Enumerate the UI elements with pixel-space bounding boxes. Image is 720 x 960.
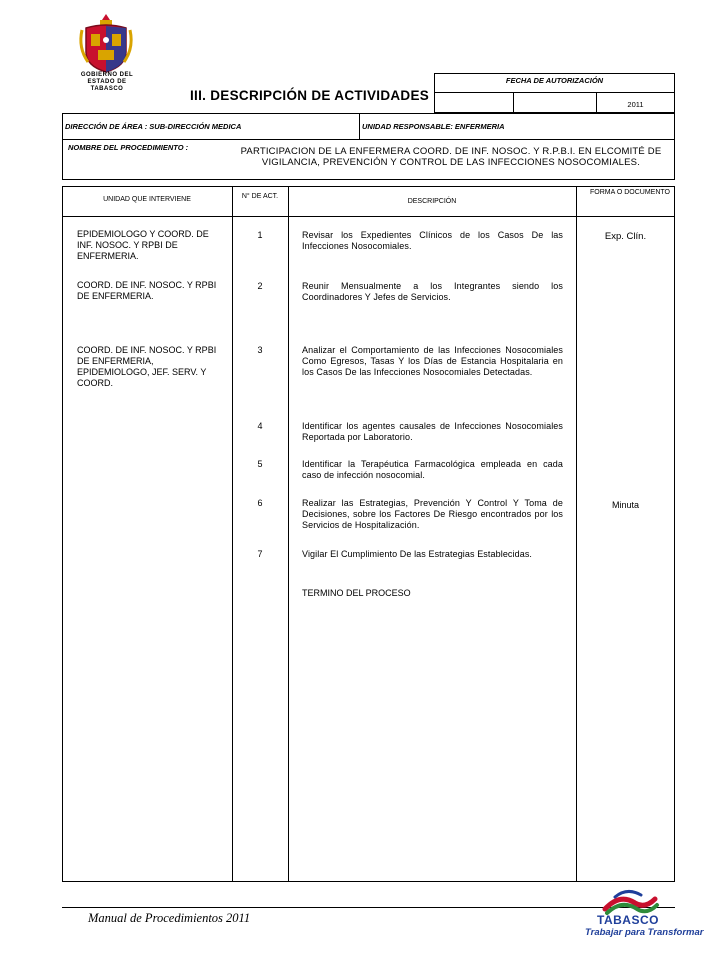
direccion-area: DIRECCIÓN DE ÁREA : SUB-DIRECCIÓN MEDICA: [65, 122, 242, 131]
fecha-divider-v1: [513, 92, 514, 113]
procedimiento-label: NOMBRE DEL PROCEDIMIENTO :: [68, 143, 189, 152]
fecha-label: FECHA DE AUTORIZACIÓN: [505, 76, 604, 85]
procedimiento-value: PARTICIPACION DE LA ENFERMERA COORD. DE INF. NOSOC. Y R.P.B.I. EN ELCOMITÉ DE VIGILANCIA, PREVENCIÓN Y CONTROL DE LAS INFECCIONES NOSOCOMIALES.: [240, 146, 662, 168]
section-title: III. DESCRIPCIÓN DE ACTIVIDADES: [190, 88, 430, 103]
col-divider-2: [288, 186, 289, 882]
brand-slogan: Trabajar para Transformar: [585, 927, 704, 938]
unidad-responsable: UNIDAD RESPONSABLE: ENFERMERIA: [362, 122, 505, 131]
forma-documento: Exp. Clín.: [604, 231, 647, 242]
logo-line-1: GOBIERNO DEL: [80, 72, 134, 78]
termino-proceso: TERMINO DEL PROCESO: [302, 588, 411, 598]
forma-documento: Minuta: [611, 500, 639, 510]
activity-number: 1: [257, 230, 263, 240]
activity-description: Vigilar El Cumplimiento De las Estrategias Establecidas.: [302, 549, 533, 559]
unidad-cell: COORD. DE INF. NOSOC. Y RPBI DE ENFERMERIA, EPIDEMIOLOGO, JEF. SERV. Y COORD.: [77, 345, 217, 388]
header-unidad: UNIDAD QUE INTERVIENE: [103, 196, 191, 203]
unidad-cell: COORD. DE INF. NOSOC. Y RPBI DE ENFERMERIA.: [77, 280, 217, 301]
table-header-divider: [62, 216, 675, 217]
header-num-act: N° DE ACT.: [241, 193, 279, 200]
direccion-divider: [359, 113, 360, 140]
unidad-cell: EPIDEMIOLOGO Y COORD. DE INF. NOSOC. Y RPBI DE ENFERMERIA.: [77, 229, 209, 261]
activity-description: Identificar la Terapéutica Farmacológica empleada en cada caso de infección nosocomial.: [302, 459, 563, 480]
fecha-divider: [434, 92, 675, 93]
activity-number: 7: [257, 549, 263, 559]
logo-line-2: ESTADO DE: [87, 79, 127, 85]
activity-number: 4: [257, 421, 263, 431]
col-divider-3: [576, 186, 577, 882]
logo-caption: [62, 72, 152, 93]
activity-description: Reunir Mensualmente a los Integrantes siendo los Coordinadores Y Jefes de Servicios.: [302, 281, 563, 302]
manual-footer: Manual de Procedimientos 2011: [88, 911, 251, 925]
activity-description: Analizar el Comportamiento de las Infecciones Nosocomiales Como Egresos, Tasas Y los Días de Estancia Hospitalaria en los Casos De las Infecciones Nosocomiales Detectadas.: [302, 345, 563, 377]
activity-description: Identificar los agentes causales de Infecciones Nosocomiales Reportada por Laboratorio.: [302, 421, 563, 442]
activity-number: 2: [257, 281, 263, 291]
activity-description: Revisar los Expedientes Clínicos de los Casos De las Infecciones Nosocomiales.: [302, 230, 563, 251]
activity-number: 3: [257, 345, 263, 355]
activity-description: Realizar las Estrategias, Prevención Y Control Y Toma de Decisiones, sobre los Factores De Riesgo encontrados por los Servicios de Hospitalización.: [302, 498, 563, 530]
logo-line-3: TABASCO: [90, 86, 124, 92]
tabasco-brand-logo: [575, 885, 704, 945]
header-forma-documento: FORMA O DOCUMENTO: [590, 189, 670, 196]
brand-name: TABASCO: [597, 913, 659, 927]
activity-number: 6: [257, 498, 263, 508]
header-descripcion: DESCRIPCIÓN: [407, 198, 457, 205]
activity-number: 5: [257, 459, 263, 469]
fecha-year: 2011: [627, 100, 644, 109]
